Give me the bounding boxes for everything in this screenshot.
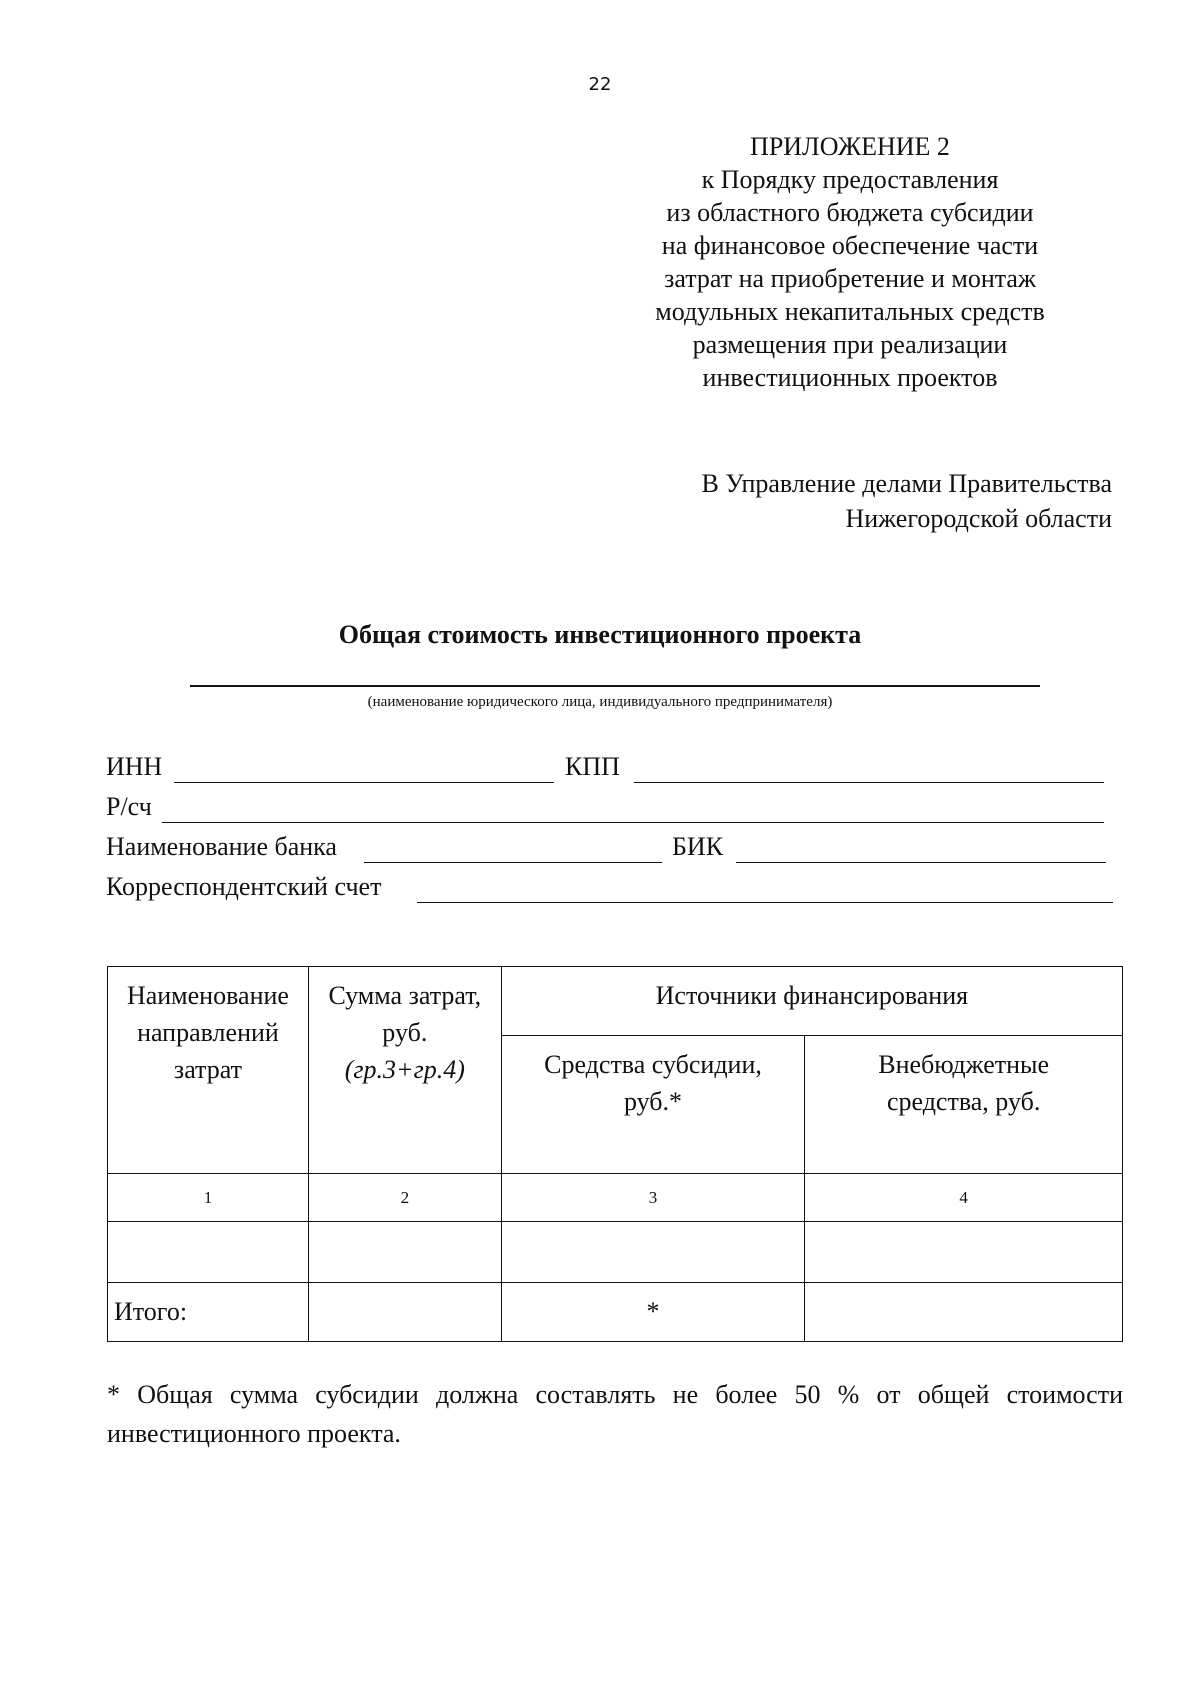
- inn-field[interactable]: [174, 782, 554, 783]
- appendix-line: из областного бюджета субсидии: [666, 198, 1034, 227]
- appendix-line: модульных некапитальных средств: [655, 297, 1045, 326]
- page-number: 22: [588, 74, 612, 95]
- header-text: средства, руб.: [886, 1087, 1041, 1116]
- corr-account-label: Корреспондентский счет: [106, 872, 382, 901]
- column-number-row: [108, 1174, 1123, 1222]
- table-row: [108, 1222, 1123, 1283]
- header-funding-sources: Источники финансирования: [501, 967, 1122, 1036]
- appendix-line: инвестиционных проектов: [702, 363, 998, 392]
- header-text: Внебюджетные: [878, 1050, 1050, 1079]
- column-number: 3: [501, 1174, 805, 1222]
- header-subsidy-funds: [501, 1036, 805, 1174]
- total-subsidy-cell[interactable]: *: [501, 1283, 805, 1342]
- document-title: Общая стоимость инвестиционного проекта: [338, 620, 862, 649]
- column-number: 1: [108, 1174, 309, 1222]
- addressee-line-2: Нижегородской области: [845, 504, 1112, 533]
- header-text: направлений: [137, 1018, 279, 1047]
- inn-label: ИНН: [106, 752, 163, 781]
- header-text: Наименование: [126, 981, 289, 1010]
- entity-name-caption: (наименование юридического лица, индивидуального предпринимателя): [367, 694, 833, 710]
- table-cell[interactable]: [108, 1222, 309, 1283]
- appendix-line: к Порядку предоставления: [701, 165, 999, 194]
- header-cost-sum: [308, 967, 501, 1174]
- total-sum-cell[interactable]: [308, 1283, 501, 1342]
- header-text: руб.: [382, 1018, 428, 1047]
- appendix-line: затрат на приобретение и монтаж: [664, 264, 1036, 293]
- header-text: затрат: [173, 1055, 242, 1084]
- appendix-header: [640, 130, 1060, 394]
- total-extrabudgetary-cell[interactable]: [805, 1283, 1123, 1342]
- kpp-field[interactable]: [634, 782, 1104, 783]
- kpp-label: КПП: [565, 752, 620, 781]
- table-cell[interactable]: [501, 1222, 805, 1283]
- bank-name-label: Наименование банка: [106, 832, 337, 861]
- bik-label: БИК: [672, 832, 724, 861]
- header-text: Средства субсидии,: [544, 1050, 762, 1079]
- table-cell[interactable]: [308, 1222, 501, 1283]
- column-number: 2: [308, 1174, 501, 1222]
- header-text: руб.*: [623, 1087, 683, 1116]
- inn-kpp-row: [106, 752, 1106, 786]
- corr-account-row: [106, 872, 1116, 906]
- appendix-line: размещения при реализации: [692, 330, 1008, 359]
- header-extrabudgetary-funds: [805, 1036, 1123, 1174]
- cost-table: [107, 966, 1123, 1342]
- column-number: 4: [805, 1174, 1123, 1222]
- corr-account-field[interactable]: [417, 902, 1113, 903]
- header-formula: (гр.3+гр.4): [344, 1055, 465, 1084]
- footnote: * Общая сумма субсидии должна составлять не более 50 % от общей стоимости инвестиционного проекта.: [107, 1380, 1123, 1448]
- bank-bik-row: [106, 832, 1106, 866]
- header-cost-directions: [108, 967, 309, 1174]
- account-row: [106, 792, 1106, 826]
- account-label: Р/сч: [106, 792, 152, 821]
- addressee: [701, 466, 1112, 536]
- appendix-line: ПРИЛОЖЕНИЕ 2: [750, 132, 950, 161]
- appendix-line: на финансовое обеспечение части: [661, 231, 1039, 260]
- table-cell[interactable]: [805, 1222, 1123, 1283]
- bank-name-field[interactable]: [364, 862, 662, 863]
- total-row: [108, 1283, 1123, 1342]
- entity-name-line[interactable]: [190, 685, 1040, 687]
- addressee-line-1: В Управление делами Правительства: [701, 469, 1112, 498]
- bik-field[interactable]: [736, 862, 1106, 863]
- header-text: Сумма затрат,: [328, 981, 482, 1010]
- account-field[interactable]: [162, 822, 1104, 823]
- total-label: Итого:: [108, 1283, 309, 1342]
